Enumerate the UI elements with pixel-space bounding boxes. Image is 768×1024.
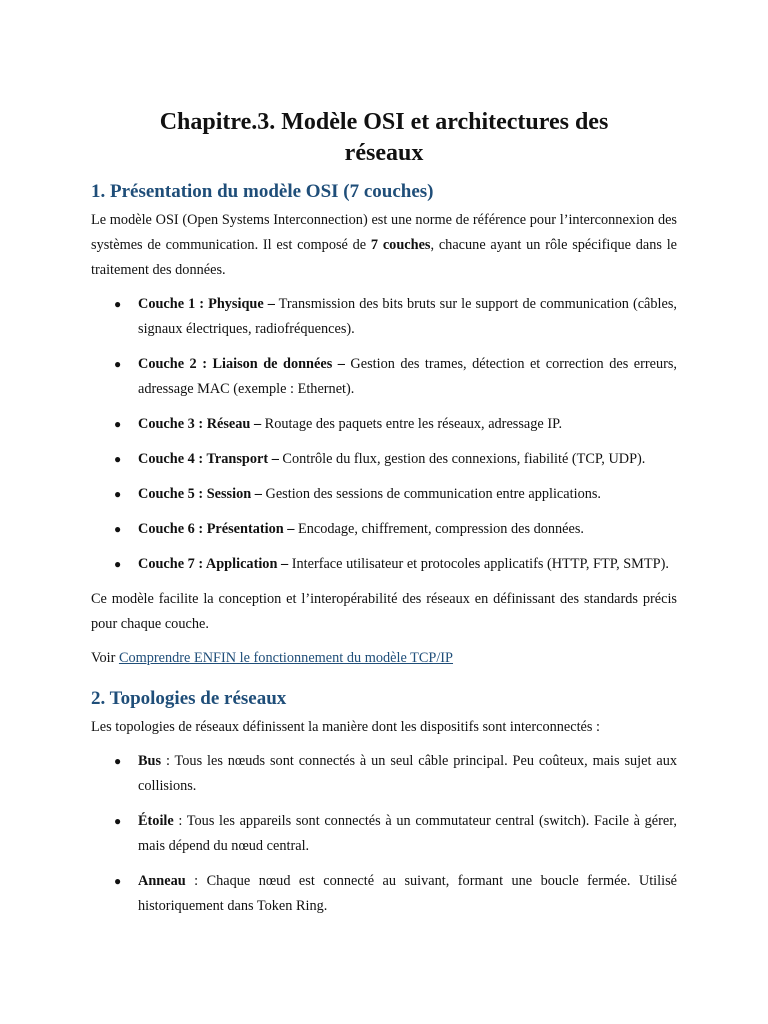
list-item [91, 517, 677, 542]
page-title-line-2: réseaux [344, 140, 424, 166]
topology-label: Anneau [138, 873, 186, 889]
layer-label: Couche 4 : Transport – [138, 451, 279, 467]
section-1-conclusion: Ce modèle facilite la conception et l’interopérabilité des réseaux en définissant des standards précis pour chaque couche. [91, 591, 677, 632]
see-also [91, 646, 677, 671]
topology-description: : Tous les nœuds sont connectés à un seul câble principal. Peu coûteux, mais sujet aux collisions. [138, 753, 677, 794]
topology-list [91, 749, 677, 919]
list-item [91, 749, 677, 799]
layer-description: Gestion des sessions de communication entre applications. [261, 486, 602, 502]
list-item [91, 412, 677, 437]
topology-label: Étoile [138, 813, 174, 829]
layer-description: Encodage, chiffrement, compression des données. [294, 521, 585, 537]
section-2-intro: Les topologies de réseaux définissent la manière dont les dispositifs sont interconnectés : [91, 719, 601, 735]
page-title [91, 107, 677, 169]
layer-label: Couche 3 : Réseau – [138, 416, 262, 432]
section-1-heading: 1. Présentation du modèle OSI (7 couches) [91, 181, 434, 202]
topology-label: Bus [138, 753, 162, 769]
layer-label: Couche 1 : Physique – [138, 296, 275, 312]
bullet-icon: ● [114, 452, 122, 466]
list-item [91, 482, 677, 507]
intro-bold: 7 couches [370, 237, 431, 253]
bullet-icon: ● [114, 487, 122, 501]
list-item [91, 869, 677, 919]
list-item [91, 447, 677, 472]
list-item [91, 352, 677, 402]
layer-description: Transmission des bits bruts sur le support de communication (câbles, signaux électriques, radiofréquences). [138, 296, 677, 337]
bullet-icon: ● [114, 357, 122, 371]
bullet-icon: ● [114, 522, 122, 536]
intro-text-start: Le modèle OSI (Open Systems Interconnection) est une norme de référence pour l’interconnexion des systèmes de communication. Il est composé de [91, 212, 677, 253]
intro-text-end: , chacune ayant un rôle spécifique dans le traitement des données. [91, 237, 678, 278]
bullet-icon: ● [114, 874, 122, 888]
layer-description: Routage des paquets entre les réseaux, adressage IP. [261, 416, 563, 432]
topology-description: : Tous les appareils sont connectés à un commutateur central (switch). Facile à gérer, mais dépend du nœud central. [138, 813, 677, 854]
tcp-ip-article-link[interactable]: Comprendre ENFIN le fonctionnement du modèle TCP/IP [118, 650, 454, 666]
layer-description: Contrôle du flux, gestion des connexions, fiabilité (TCP, UDP). [278, 451, 646, 467]
section-2-heading: 2. Topologies de réseaux [91, 688, 287, 709]
bullet-icon: ● [114, 754, 122, 768]
page-title-line-1: Chapitre.3. Modèle OSI et architectures des [159, 109, 609, 135]
layer-label: Couche 2 : Liaison de données – [138, 356, 345, 372]
bullet-icon: ● [114, 297, 122, 311]
osi-layer-list [91, 292, 677, 577]
bullet-icon: ● [114, 557, 122, 571]
layer-label: Couche 7 : Application – [138, 556, 289, 572]
bullet-icon: ● [114, 814, 122, 828]
layer-description: Gestion des trames, détection et correction des erreurs, adressage MAC (exemple : Ethernet). [138, 356, 678, 397]
topology-description: : Chaque nœud est connecté au suivant, formant une boucle fermée. Utilisé historiquement dans Token Ring. [138, 873, 677, 914]
layer-description: Interface utilisateur et protocoles applicatifs (HTTP, FTP, SMTP). [288, 556, 669, 572]
list-item [91, 292, 677, 342]
section-1-intro [91, 208, 677, 283]
see-also-prefix: Voir [91, 650, 119, 666]
layer-label: Couche 6 : Présentation – [138, 521, 295, 537]
layer-label: Couche 5 : Session – [138, 486, 262, 502]
list-item [91, 552, 677, 577]
bullet-icon: ● [114, 417, 122, 431]
list-item [91, 809, 677, 859]
